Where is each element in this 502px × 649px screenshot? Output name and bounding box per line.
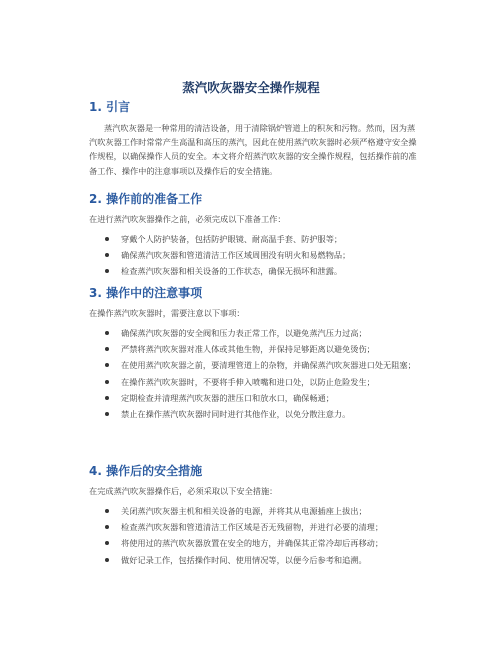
list-item-text: 严禁将蒸汽吹灰器对准人体或其他生物，并保持足够距离以避免烫伤； (121, 344, 375, 355)
bullet-icon (105, 396, 109, 400)
bullet-icon (105, 541, 109, 545)
bullet-icon (105, 412, 109, 416)
list-item-text: 将使用过的蒸汽吹灰器放置在安全的地方，并确保其正常冷却后再移动； (121, 538, 384, 549)
document-title: 蒸汽吹灰器安全操作规程 (182, 80, 320, 95)
section-heading-post-operation: 4. 操作后的安全措施 (89, 464, 203, 478)
bullet-icon (105, 347, 109, 351)
list-item-text: 做好记录工作，包括操作时间、使用情况等，以便今后参考和追溯。 (121, 554, 367, 565)
post-operation-list (89, 504, 429, 569)
list-item-text: 定期检查并清理蒸汽吹灰器的泄压口和放水口，确保畅通； (121, 392, 334, 403)
list-item (89, 264, 429, 278)
list-item (89, 248, 429, 262)
bullet-icon (105, 269, 109, 273)
operation-notes-list (89, 326, 429, 423)
section-heading-preparation: 2. 操作前的准备工作 (89, 192, 203, 206)
list-item-text: 禁止在操作蒸汽吹灰器时同时进行其他作业，以免分散注意力。 (121, 409, 351, 420)
bullet-icon (105, 380, 109, 384)
bullet-icon (105, 253, 109, 257)
bullet-icon (105, 525, 109, 529)
bullet-icon (105, 237, 109, 241)
list-item (89, 375, 429, 389)
list-item (89, 553, 429, 567)
section-heading-introduction: 1. 引言 (89, 100, 131, 114)
preparation-list (89, 232, 429, 281)
list-item-text: 确保蒸汽吹灰器和管道清洁工作区域周围没有明火和易燃物品； (121, 250, 351, 261)
list-item-text: 在使用蒸汽吹灰器之前，要清理管道上的杂物，并确保蒸汽吹灰器进口处无阻塞； (121, 360, 416, 371)
list-item (89, 520, 429, 534)
list-item-text: 关闭蒸汽吹灰器主机和相关设备的电源，并将其从电源插座上拔出； (121, 506, 367, 516)
operation-notes-lead: 在操作蒸汽吹灰器时，需要注意以下事项： (89, 308, 245, 318)
list-item-text: 在操作蒸汽吹灰器时，不要将手伸入喷嘴和进口处，以防止危险发生； (121, 376, 375, 387)
list-item-text: 检查蒸汽吹灰器和相关设备的工作状态，确保无损坏和泄露。 (121, 266, 343, 277)
section-heading-operation-notes: 3. 操作中的注意事项 (89, 286, 203, 300)
list-item (89, 342, 429, 356)
list-item (89, 326, 429, 340)
bullet-icon (105, 363, 109, 367)
bullet-icon (105, 558, 109, 562)
list-item (89, 391, 429, 405)
list-item (89, 536, 429, 550)
introduction-paragraph (89, 121, 419, 178)
list-item (89, 504, 429, 518)
list-item-text: 穿戴个人防护装备，包括防护眼镜、耐高温手套、防护服等； (121, 234, 343, 244)
bullet-icon (105, 509, 109, 513)
post-operation-lead: 在完成蒸汽吹灰器操作后，必须采取以下安全措施： (89, 486, 278, 496)
list-item (89, 407, 429, 421)
list-item-text: 检查蒸汽吹灰器和管道清洁工作区域是否无残留物，并进行必要的清理； (121, 522, 384, 533)
list-item (89, 232, 429, 246)
preparation-lead: 在进行蒸汽吹灰器操作之前，必须完成以下准备工作： (89, 214, 286, 224)
bullet-icon (105, 331, 109, 335)
introduction-text: 蒸汽吹灰器是一种常用的清洁设备，用于清除锅炉管道上的积灰和污物。然而，因为蒸汽吹灰器工作时常常产生高温和高压的蒸汽，因此在使用蒸汽吹灰器时必须严格遵守安全操作规程，以确保操作人员的安全。本文将介绍蒸汽吹灰器的安全操作规程，包括操作前的准备工作、操作中的注意事项以及操作后的安全措施。 (89, 123, 417, 176)
list-item (89, 358, 429, 372)
list-item-text: 确保蒸汽吹灰器的安全阀和压力表正常工作，以避免蒸汽压力过高； (121, 328, 367, 338)
